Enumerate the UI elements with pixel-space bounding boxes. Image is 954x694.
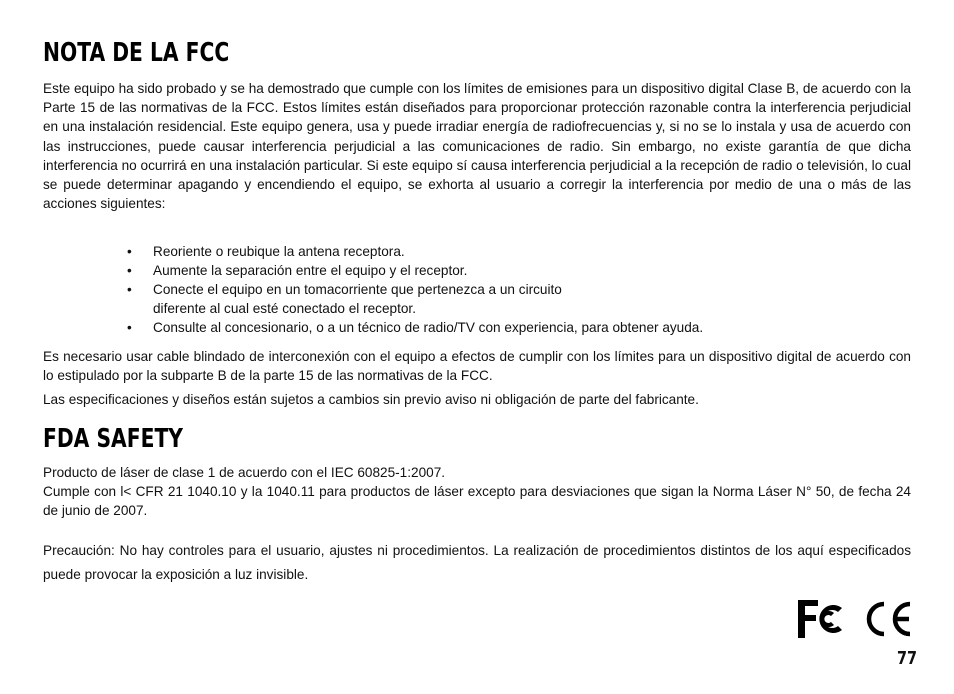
fcc-intro-paragraph: Este equipo ha sido probado y se ha demostrado que cumple con los límites de emisiones para un dispositivo digital Clase B, de acuerdo con la Parte 15 de las normativas de la FCC. Estos límites están diseñados para proporcionar protección razonable contra la interferencia perjudicial en una instalación residencial. Este equipo genera, usa y puede irradiar energía de radiofrecuencias y, si no se lo instala y usa de acuerdo con las instrucciones, puede causar interferencia perjudicial a las comunicaciones de radio. Sin embargo, no existe garantía de que dicha interferencia no ocurrirá en una instalación particular. Si este equipo sí causa interferencia perjudicial a la recepción de radio o televisión, lo cual se puede determinar apagando y encendiendo el equipo, se exhorta al usuario a corregir la interferencia por medio de una o más de las acciones siguientes: [43,81,911,212]
specs-notice-paragraph: Las especificaciones y diseños están sujetos a cambios sin previo aviso ni obligación de parte del fabricante. [43,392,699,407]
list-item: • Consulte al concesionario, o a un técnico de radio/TV con experiencia, para obtener ayuda. [127,320,704,335]
fcc-heading: NOTA DE LA FCC [43,38,230,68]
fda-laser-class-line: Producto de láser de clase 1 de acuerdo con el IEC 60825-1:2007. [43,465,446,480]
list-item: • Conecte el equipo en un tomacorriente que pertenezca a un circuito diferente al cual esté conectado el receptor. [127,282,562,316]
fda-heading: FDA SAFETY [43,424,183,454]
fda-laser-paragraph [43,463,911,521]
fda-cfr-line: Cumple con l< CFR 21 1040.10 y la 1040.11 para productos de láser excepto para desviaciones que sigan la Norma Láser N° 50, de fecha 24 de junio de 2007. [43,484,911,519]
list-item: • Reoriente o reubique la antena receptora. [127,244,405,259]
fcc-logo-icon [798,600,846,638]
list-item: • Aumente la separación entre el equipo y el receptor. [127,263,468,278]
certification-logos [796,596,916,642]
shielded-cable-paragraph: Es necesario usar cable blindado de interconexión con el equipo a efectos de cumplir con los límites para un dispositivo digital de acuerdo con lo estipulado por la subparte B de la parte 15 de las normativas de la FCC. [43,349,911,384]
ce-logo-icon [869,604,910,634]
page-number: 77 [897,648,918,669]
list-item-continuation: diferente al cual esté conectado el receptor. [153,301,416,316]
fcc-actions-list [127,242,887,337]
fda-caution-paragraph: Precaución: No hay controles para el usuario, ajustes ni procedimientos. La realización de procedimientos distintos de los aquí especificados puede provocar la exposición a luz invisible. [43,543,911,582]
